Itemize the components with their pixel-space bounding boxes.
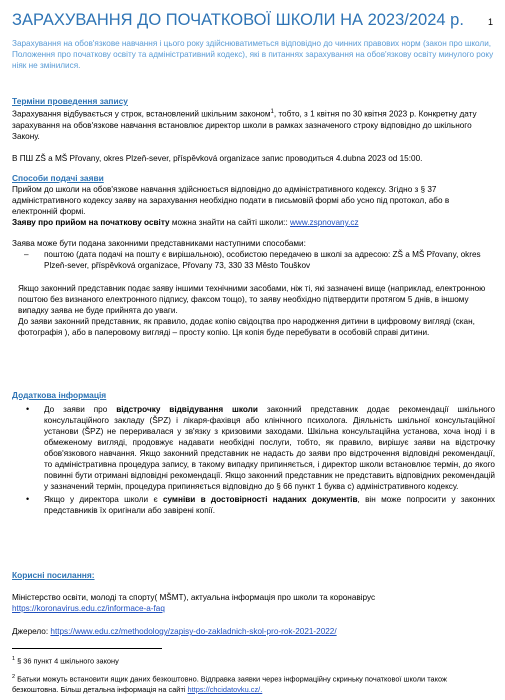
terms-heading: Терміни проведення запису [12, 96, 128, 106]
additional-list [12, 404, 495, 516]
footnote-2: $^2$ Батьки можуть встановити ящик даних безкоштовно. Відправка заявки через інформаційну скриньку початкової школи також безкоштовна. Більш детальна інформація на сайті https://chcidatovku.cz/. [12, 674, 447, 694]
page-title-text: ЗАРАХУВАННЯ ДО ПОЧАТКОВОЇ ШКОЛИ НА 2023/2024 р. [12, 11, 464, 29]
school-website-link[interactable]: www.zspnovany.cz [290, 218, 359, 227]
methods-section [12, 173, 495, 338]
intro-paragraph: Зарахування на обов'язкове навчання і цього року здійснюватиметься відповідно до чинних правових норм (закон про школи, Положення про початкову освіту та адміністративний кодекс), які в питаннях зарахування на обов'язкову освіту минулого року ніяк не змінилися. [12, 39, 494, 70]
footnote-1: $^1$ § 36 пункт 4 шкільного закону [12, 656, 119, 666]
methods-paragraph-3: Заява може бути подана законними представниками наступними способами: [12, 239, 306, 248]
chcidatovku-link[interactable]: https://chcidatovku.cz/. [187, 684, 263, 694]
list-item: • Якщо у директора школи є сумніви в достовірності наданих документів, він може попросити у законних представників їх оригінали або завірені копії. [26, 494, 495, 515]
terms-paragraph-1: Зарахування відбувається у строк, встановлений шкільним законом$^1$, тобто, з 1 квітня по 30 квітня 2023 р. Конкретну дату зарахування на обов'язкове навчання встановлює директор школи в рамках зазначеного строку відповідно до шкільного Закону. [12, 109, 477, 141]
additional-heading: Додаткова інформація [12, 390, 107, 400]
footnotes [12, 654, 495, 695]
list-item: – поштою (дата подачі на пошту є вирішальною), особистою передачею в школі за адресою: ZŠ a MŠ Přovany, okres Plzeň-sever, příspěvková organizace, Přovany 73, 330 33 Město Touškov [24, 250, 481, 270]
page-title [12, 10, 495, 30]
terms-section [12, 96, 495, 164]
links-paragraph-1: Міністерство освіти, молоді та спорту( MŠMT), актуальна інформація про школи та коронавірус [12, 593, 376, 602]
bullet-icon: • [26, 494, 30, 504]
bullet-icon: • [26, 404, 30, 414]
links-paragraph-1-link-line [12, 603, 495, 614]
methods-paragraph-5: До заяви законний представник, як правило, додає копію свідоцтва про народження дитини в цифровому вигляді (скан, фотографія ), або в паперовому вигляді – просту копію. Ця копія буде перебувати в особовій справі дитини. [18, 317, 475, 337]
koronavirus-link[interactable]: https://koronavirus.edu.cz/informace-a-faq [12, 604, 165, 613]
methods-paragraph-1: Прийом до школи на обов'язкове навчання здійснюється відповідно до адміністративного кодексу. Згідно з § 37 адміністративного кодексу заяву на зарахування необхідно подати в письмовій формі або усно під протокол, або в електронній формі. [12, 185, 450, 216]
submission-methods-list [12, 249, 495, 271]
terms-paragraph-2: В ПШ ZŠ a MŠ Přovany, okres Plzeň-sever, příspěvková organizace запис проводиться 4.dubna 2023 od 15:00. [12, 153, 423, 163]
additional-section [12, 390, 495, 516]
methods-paragraph-4: Якщо законний представник подає заяву іншими технічними засобами, ніж ті, які зазначені вище (наприклад, електронною поштою без визнаного електронного підпису, факсом тощо), то заяву необхідно підтвердити протягом 5 днів, в іншому випадку заява не буде прийнята до уваги. [18, 284, 486, 315]
links-section [12, 570, 495, 637]
links-paragraph-2: Джерело: https://www.edu.cz/methodology/zapisy-do-zakladnich-skol-pro-rok-2021-2022/ [12, 627, 337, 636]
methods-heading: Способи подачі заяви [12, 173, 104, 183]
title-footnote-mark: 1 [487, 17, 493, 27]
links-heading: Корисні посилання: [12, 570, 95, 580]
list-item: • До заяви про відстрочку відвідування школи законний представник додає рекомендації шкільного консультаційного закладу (ŠPZ) і лікаря-фахівця або клінічного психолога. Діяльність шкільної консультаційної установи (ŠPZ) не переривалася у зв'язку з кризовими заходами. Шкільна консультаційна установа, хоча іноді і в обмеженому вигляді, продовжує надавати необхідні послуги, тобто, як правило, вирішує заяви на відстрочку обов'язкового навчання. Якщо законний представник не надасть до заяви про відстрочення відповідні рекомендації, то адміністративна процедура запису, в такому випадку припиняється, і директор школи встановлює термін, до якого повинні бути отримані відповідні рекомендації. Якщо законний представник не представить відповідних рекомендацій у зазначений термін, процедура припиняється відповідно до § 66 пункт 1 буква с) адміністративного кодексу. [26, 404, 495, 491]
methods-paragraph-2: Заяву про прийом на початкову освіту можна знайти на сайті школи:: www.zspnovany.cz [12, 218, 359, 227]
edu-source-link[interactable]: https://www.edu.cz/methodology/zapisy-do-zakladnich-skol-pro-rok-2021-2022/ [50, 627, 337, 636]
footnote-divider [12, 648, 162, 649]
